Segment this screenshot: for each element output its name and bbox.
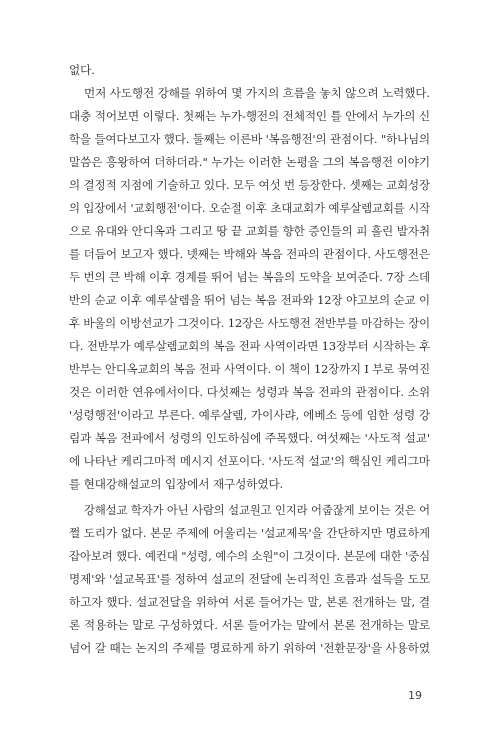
text-line: 명제'와 '설교목표'를 정하여 설교의 전달에 논리적인 흐름과 설득을 도모 (69, 572, 431, 586)
text-line: 의 입장에서 '교회행전'이다. 오순절 이후 초대교회가 예루살렘교회를 시작 (69, 201, 431, 215)
text-line: 없다. (69, 63, 95, 77)
text-line: 를 현대강해설교의 입장에서 재구성하였다. (69, 477, 284, 491)
page-number: 19 (408, 689, 422, 702)
text-line: '성령행전'이라고 부른다. 예루살렘, 가이사랴, 에베소 등에 임한 성령 강 (69, 408, 431, 422)
text-line: 강해설교 학자가 아닌 사람의 설교원고 인지라 어줍잖게 보이는 것은 어 (84, 503, 430, 517)
text-line: 후 바울의 이방선교가 그것이다. 12장은 사도행전 전반부를 마감하는 장이 (69, 316, 431, 330)
text-line: 다. 전반부가 예루살렘교회의 복음 전파 사역이라면 13장부터 시작하는 후 (69, 339, 431, 353)
text-line: 것은 이러한 연유에서이다. 다섯째는 성령과 복음 전파의 관점이다. 소위 (69, 385, 431, 399)
text-line: 두 번의 큰 박해 이후 경계를 뛰어 넘는 복음의 도약을 보여준다. 7장 스데 (69, 270, 431, 284)
text-line: 반의 순교 이후 예루살렘을 뛰어 넘는 복음 전파와 12장 야고보의 순교 이 (69, 293, 430, 307)
text-line: 림과 복음 전파에서 성령의 인도하심에 주목했다. 여섯째는 '사도적 설교' (69, 431, 431, 445)
text-line: 대충 적어보면 이렇다. 첫째는 누가-행전의 전체적인 틀 안에서 누가의 신 (69, 109, 430, 123)
text-line: 넘어 갈 때는 논지의 주제를 명료하게 하기 위하여 '전환문장'을 사용하였 (69, 641, 431, 655)
text-line: 학을 들여다보고자 했다. 둘째는 이른바 '복음행전'의 관점이다. "하나님의 (69, 132, 431, 146)
text-line: 의 결정적 지점에 기술하고 있다. 모두 여섯 번 등장한다. 셋째는 교회성장 (69, 178, 431, 192)
text-line: 를 더듬어 보고자 했다. 넷째는 박해와 복음 전파의 관점이다. 사도행전은 (69, 247, 430, 261)
text-line: 에 나타난 케리그마적 메시지 선포이다. '사도적 설교'의 핵심인 케리그마 (69, 454, 431, 468)
text-line: 하고자 했다. 설교전달을 위하여 서론 들어가는 말, 본론 전개하는 말, 결 (69, 595, 431, 609)
text-line: 잡아보려 했다. 예컨대 "성령, 예수의 소원"이 그것이다. 본문에 대한 '중심 (69, 549, 430, 563)
text-line: 말씀은 흥왕하여 더하더라." 누가는 이러한 논평을 그의 복음행전 이야기 (69, 155, 431, 169)
text-line: 론 적용하는 말로 구성하였다. 서론 들어가는 말에서 본론 전개하는 말로 (69, 618, 431, 632)
text-line: 으로 유대와 안디옥과 그리고 땅 끝 교회를 향한 증인들의 피 흘린 발자취 (69, 224, 430, 238)
text-line: 쩔 도리가 없다. 본문 주제에 어울리는 '설교제목'을 간단하지만 명료하게 (69, 526, 431, 540)
text-line: 먼저 사도행전 강해를 위하여 몇 가지의 흐름을 놓치 않으려 노력했다. (84, 86, 430, 100)
text-line: 반부는 안디옥교회의 복음 전파 사역이다. 이 책이 12장까지 I 부로 묶여진 (69, 362, 430, 376)
